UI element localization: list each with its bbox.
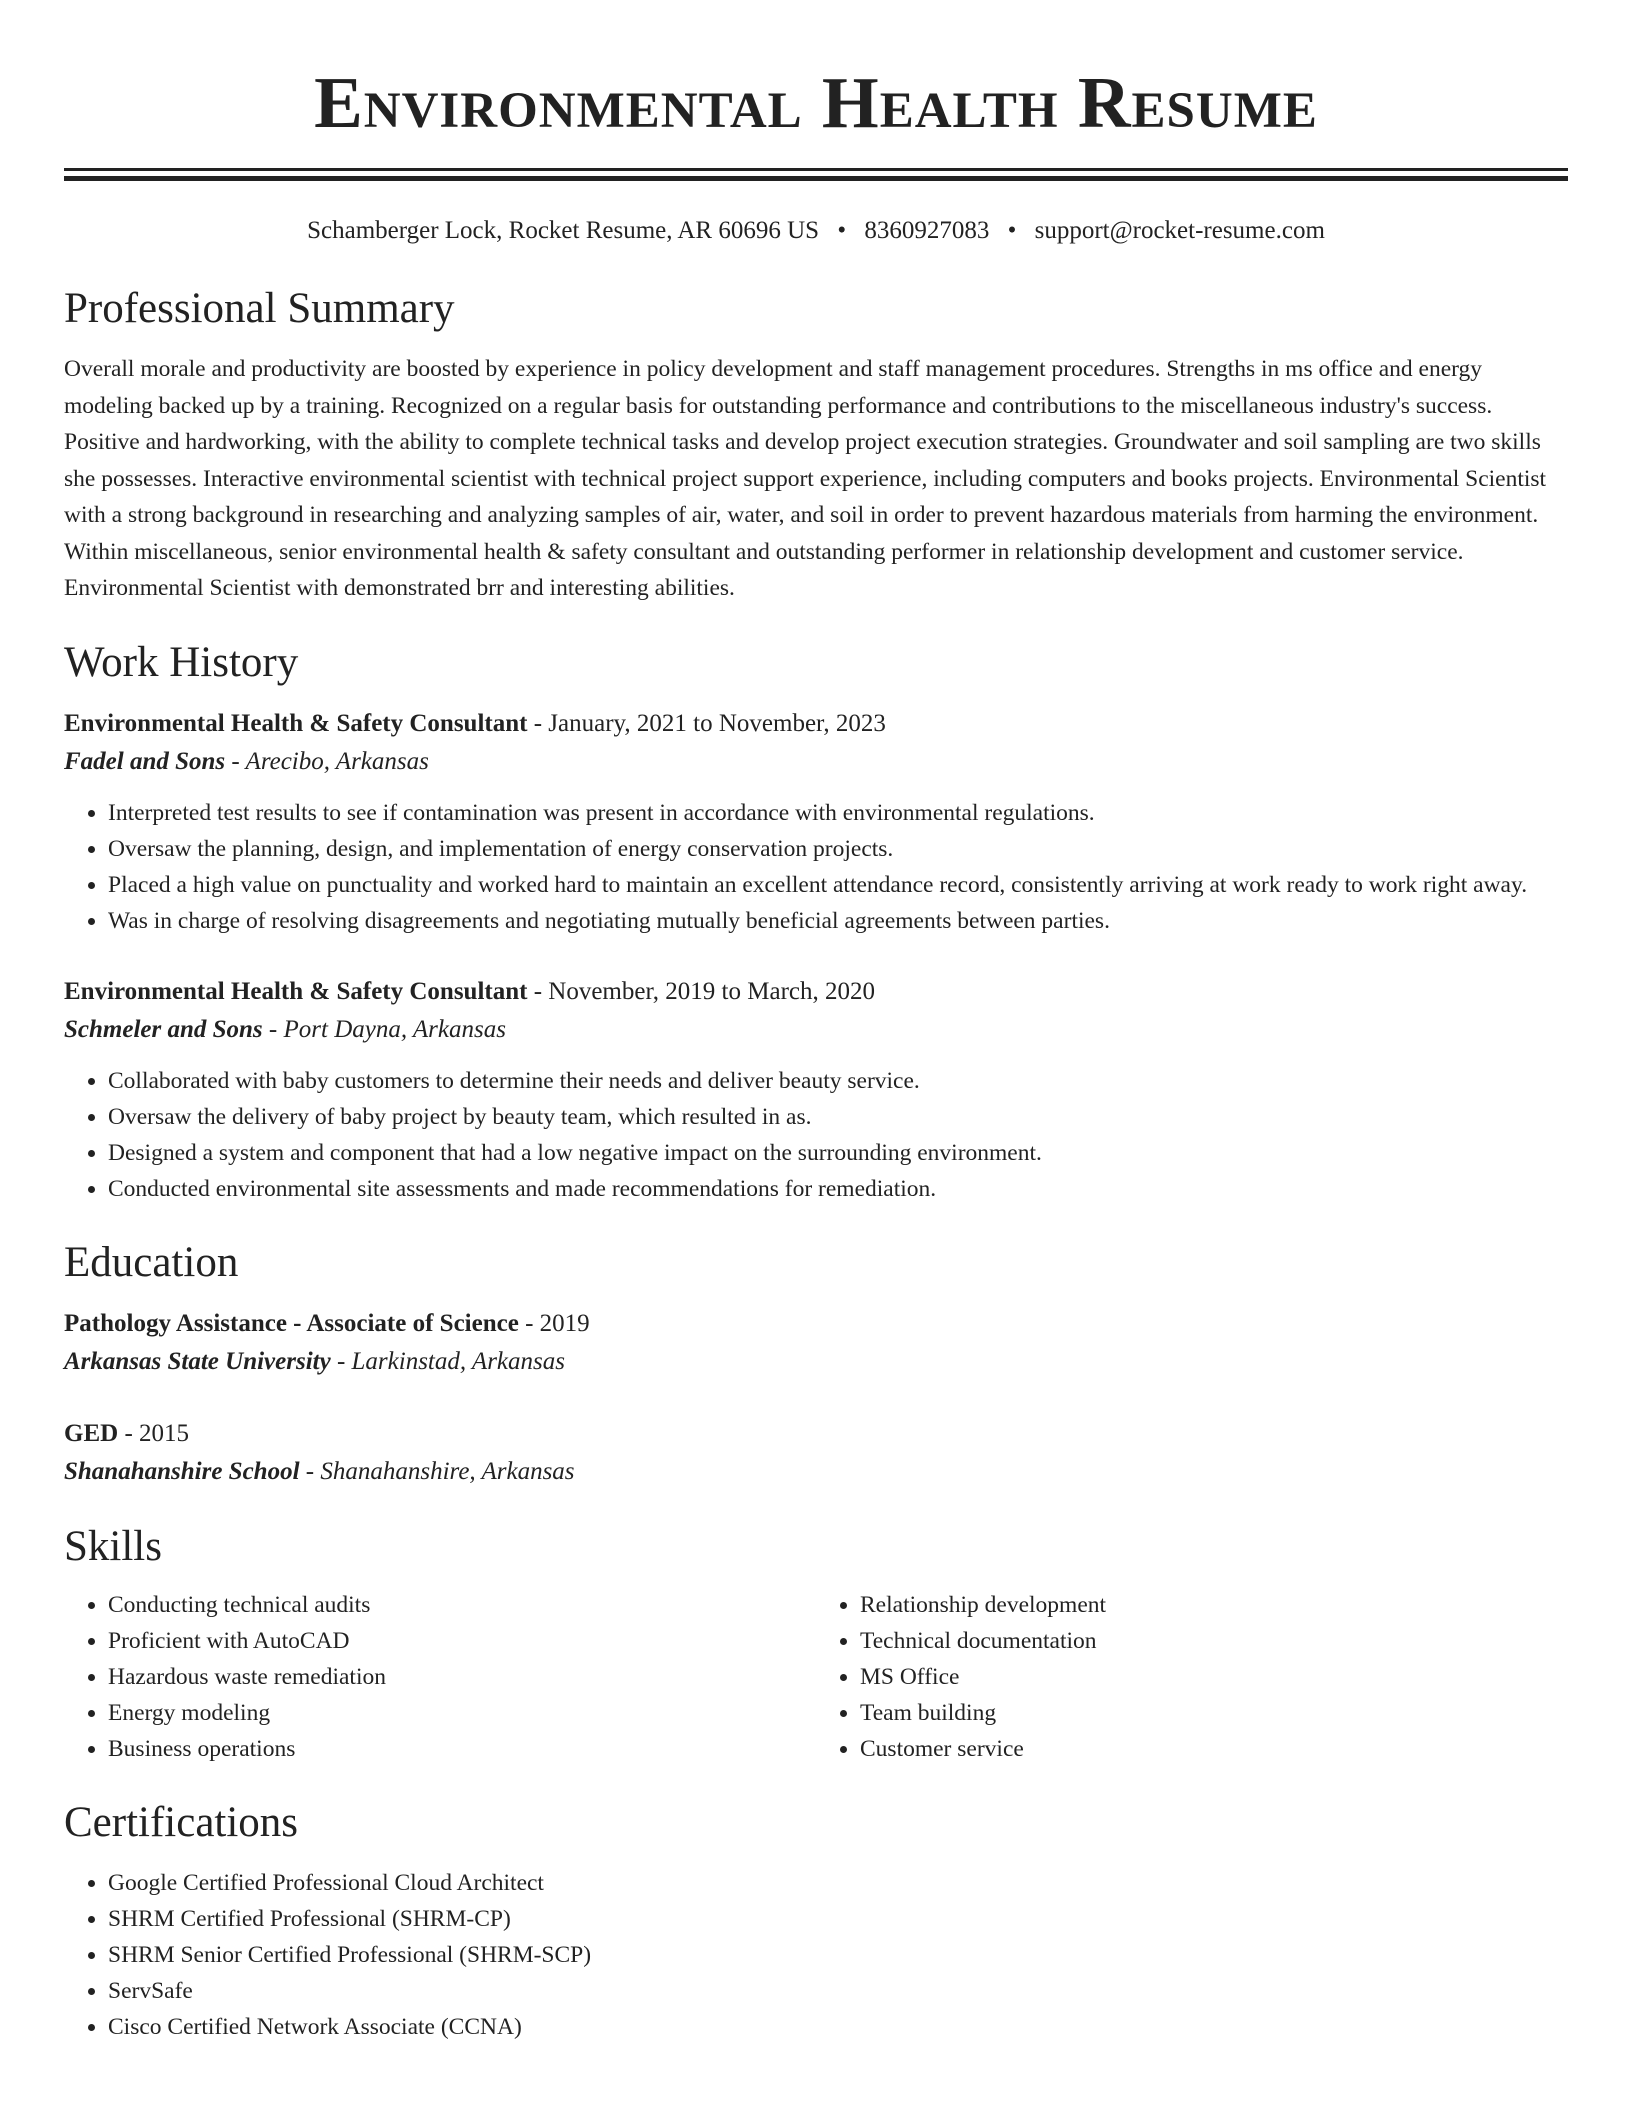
job-company: Fadel and Sons [64,747,226,775]
skills-grid [64,1587,1568,1767]
list-item: • Technical documentation [860,1623,1568,1659]
section-heading: Certifications [64,1798,299,1846]
list-item: • Energy modeling [108,1695,816,1731]
school-line [64,1453,1568,1491]
list-item: • Customer service [860,1731,1568,1767]
degree: GED [64,1419,119,1447]
list-item: • Google Certified Professional Cloud Architect [108,1865,1568,1901]
job-dates: - November, 2019 to March, 2020 [527,977,875,1005]
list-item: • Team building [860,1695,1568,1731]
school-location: - Larkinstad, Arkansas [330,1347,565,1375]
job-company-line [64,743,1568,781]
school-name: Shanahanshire School [64,1457,300,1485]
title-rule-thick [64,176,1568,181]
job-title-line [64,973,1568,1011]
certifications-section [64,1795,1568,2045]
list-item: • Cisco Certified Network Associate (CCNA) [108,2009,1568,2045]
job-title-line [64,705,1568,743]
education-entry [64,1305,1568,1381]
degree-year: - 2015 [118,1419,190,1447]
list-item: • Collaborated with baby customers to determine their needs and deliver beauty service. [108,1063,1568,1099]
list-item: • Oversaw the planning, design, and implementation of energy conservation projects. [108,831,1568,867]
education-section [64,1235,1568,1491]
degree-line [64,1305,1568,1343]
title-rule-thin [64,168,1568,171]
job-dates: - January, 2021 to November, 2023 [527,709,886,737]
section-heading: Education [64,1238,239,1286]
list-item: • Was in charge of resolving disagreements and negotiating mutually beneficial agreements between parties. [108,903,1568,939]
professional-summary-section [64,281,1568,607]
list-item: • SHRM Certified Professional (SHRM-CP) [108,1901,1568,1937]
list-item: • Designed a system and component that had a low negative impact on the surrounding environment. [108,1135,1568,1171]
certifications-list [64,1865,1568,2045]
list-item: • SHRM Senior Certified Professional (SHRM-SCP) [108,1937,1568,1973]
list-item: • MS Office [860,1659,1568,1695]
resume-title: Environmental Health Resume [314,62,1318,143]
list-item: • Placed a high value on punctuality and worked hard to maintain an excellent attendance record, consistently arriving at work ready to work right away. [108,867,1568,903]
section-heading: Skills [64,1522,162,1570]
section-heading: Work History [64,638,299,686]
degree: Pathology Assistance - Associate of Science [64,1309,519,1337]
contact-separator: • [1007,217,1017,244]
contact-separator: • [837,217,847,244]
work-history-section [64,635,1568,1207]
skills-column-left [64,1587,816,1767]
degree-year: - 2019 [518,1309,590,1337]
contact-email: support@rocket-resume.com [1034,217,1325,244]
job-title: Environmental Health & Safety Consultant [64,977,528,1005]
job-company: Schmeler and Sons [64,1015,263,1043]
degree-line [64,1415,1568,1453]
list-item: • Interpreted test results to see if contamination was present in accordance with environmental regulations. [108,795,1568,831]
job-bullets [64,1063,1568,1207]
contact-phone: 8360927083 [864,217,990,244]
list-item: • ServSafe [108,1973,1568,2009]
job-title: Environmental Health & Safety Consultant [64,709,528,737]
list-item: • Proficient with AutoCAD [108,1623,816,1659]
list-item: • Conducting technical audits [108,1587,816,1623]
job-entry [64,705,1568,939]
contact-address: Schamberger Lock, Rocket Resume, AR 60696 US [307,217,820,244]
contact-line [64,213,1568,249]
list-item: • Relationship development [860,1587,1568,1623]
education-entry [64,1415,1568,1491]
list-item: • Business operations [108,1731,816,1767]
job-location: - Port Dayna, Arkansas [262,1015,506,1043]
list-item: • Oversaw the delivery of baby project by beauty team, which resulted in as. [108,1099,1568,1135]
skills-column-right [816,1587,1568,1767]
school-line [64,1343,1568,1381]
list-item: • Conducted environmental site assessments and made recommendations for remediation. [108,1171,1568,1207]
job-entry [64,973,1568,1207]
summary-text: Overall morale and productivity are boosted by experience in policy development and staff management procedures. Strengths in ms office and energy modeling backed up by a training. Recognized on a regular basis for outstanding performance and contributions to the miscellaneous industry's success. Positive and hardworking, with the ability to complete technical tasks and develop project execution strategies. Groundwater and soil sampling are two skills she possesses. Interactive environmental scientist with technical project support experience, including computers and books projects. Environmental Scientist with a strong background in researching and analyzing samples of air, water, and soil in order to prevent hazardous materials from harming the environment. Within miscellaneous, senior environmental health & safety consultant and outstanding performer in relationship development and customer service. Environmental Scientist with demonstrated brr and interesting abilities. [64,356,1547,601]
section-heading: Professional Summary [64,285,455,332]
school-location: - Shanahanshire, Arkansas [299,1457,575,1485]
school-name: Arkansas State University [64,1347,331,1375]
job-bullets [64,795,1568,939]
skills-section [64,1519,1568,1767]
job-company-line [64,1011,1568,1049]
list-item: • Hazardous waste remediation [108,1659,816,1695]
job-location: - Arecibo, Arkansas [225,747,429,775]
